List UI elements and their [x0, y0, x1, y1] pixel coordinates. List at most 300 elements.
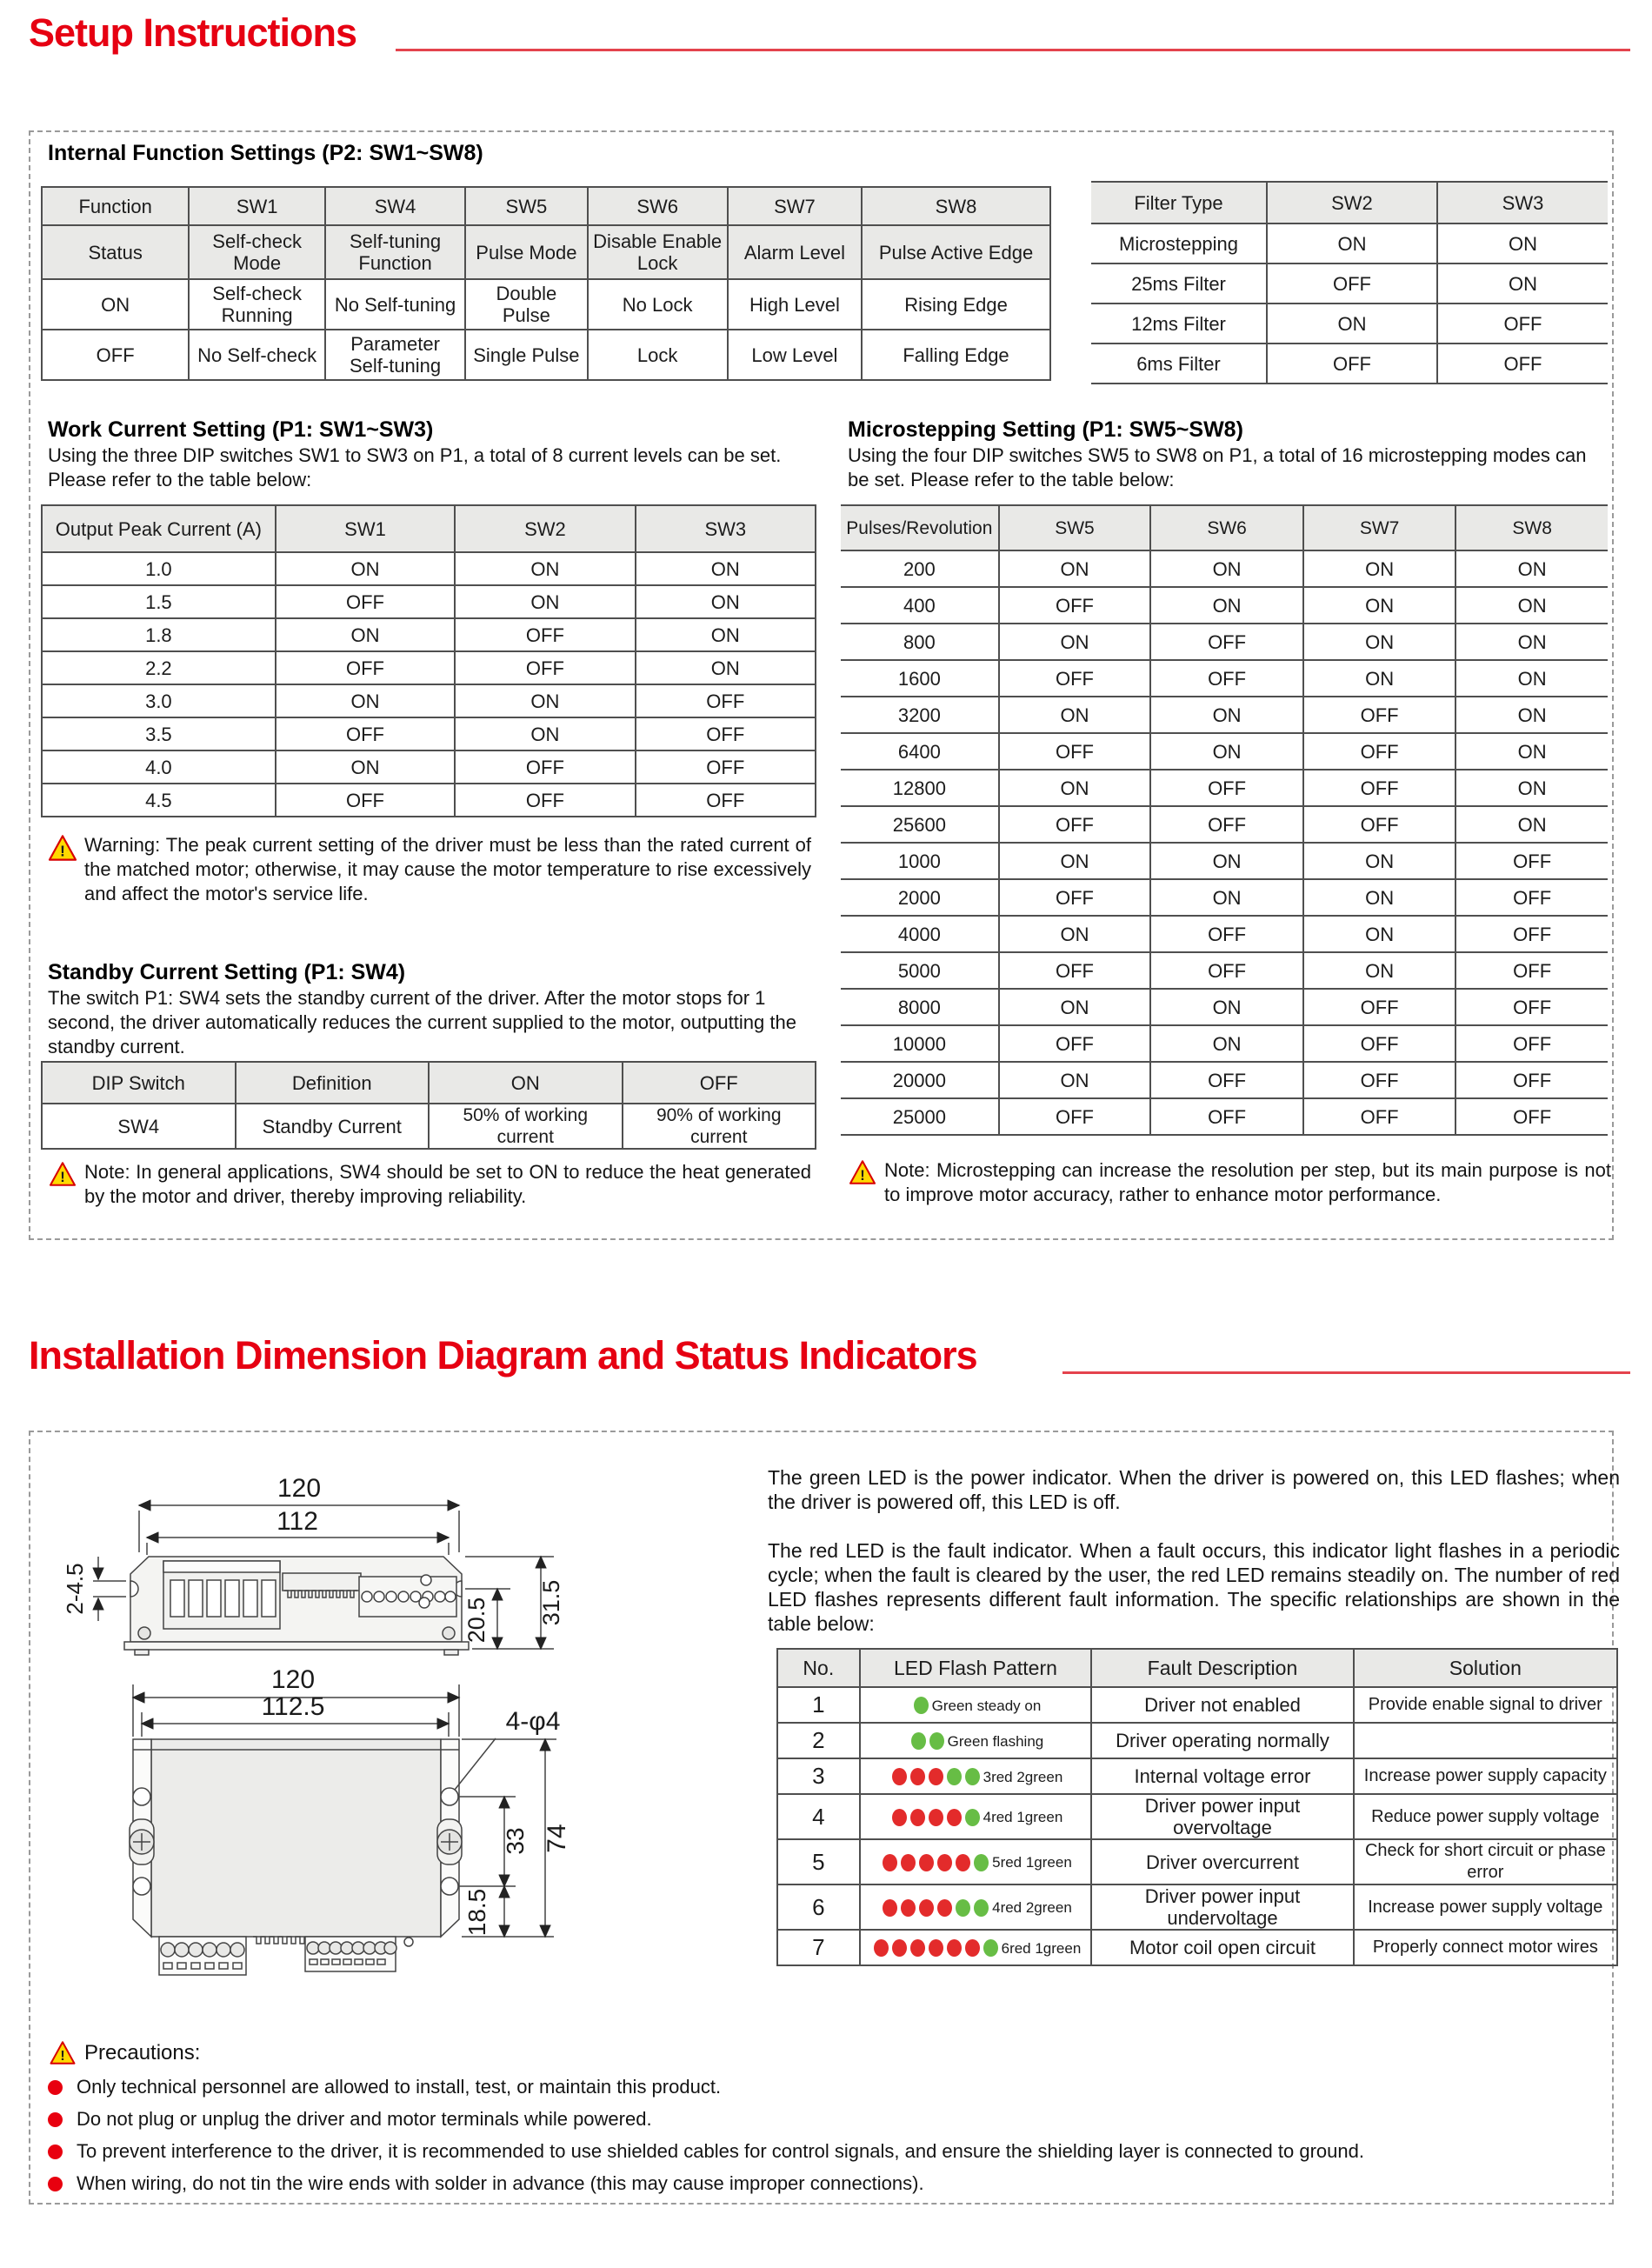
microstep-cell: ON: [1303, 879, 1456, 916]
microstep-cell: OFF: [999, 1098, 1151, 1135]
microstep-cell: ON: [1455, 624, 1608, 660]
function-on-cell: High Level: [728, 279, 862, 330]
column-header: OFF: [623, 1062, 816, 1104]
red-led-dot-icon: [910, 1768, 925, 1785]
row-number: 1: [777, 1687, 860, 1723]
warning-text: Warning: The peak current setting of the driver must be less than the rated current of the matched motor; otherwise, it may cause the motor temperature to rise excessively and affect the motor's service life.: [84, 834, 811, 904]
column-header: SW3: [636, 505, 816, 552]
microstepping-intro: Using the four DIP switches SW5 to SW8 on P1, a total of 16 microstepping modes can be set. Please refer to the table below:: [848, 444, 1587, 490]
standby-table: [41, 1061, 816, 1150]
svg-text:!: !: [60, 2049, 65, 2065]
green-led-dot-icon: [983, 1939, 998, 1957]
current-cell: 1.5: [42, 585, 276, 618]
microstep-cell: 8000: [841, 989, 999, 1025]
microstep-cell: 6400: [841, 733, 999, 770]
warning-icon: [848, 1160, 877, 1184]
microstep-cell: ON: [1303, 952, 1456, 989]
precaution-item: [48, 2140, 1364, 2163]
microstep-cell: ON: [1303, 843, 1456, 879]
column-header: Output Peak Current (A): [42, 505, 276, 552]
green-led-dot-icon: [974, 1854, 989, 1871]
red-led-dot-icon: [929, 1768, 943, 1785]
column-header: Definition: [236, 1062, 430, 1104]
current-cell: OFF: [276, 784, 455, 817]
internal-function-heading: Internal Function Settings (P2: SW1~SW8): [48, 141, 483, 165]
precaution-text: Do not plug or unplug the driver and motor terminals while powered.: [77, 2108, 652, 2130]
led-pattern-label: 6red 1green: [1001, 1939, 1082, 1957]
red-led-dot-icon: [883, 1899, 897, 1917]
status-cell: Alarm Level: [728, 225, 862, 279]
work-current-intro: Using the three DIP switches SW1 to SW3 on P1, a total of 8 current levels can be set. Please refer to the table below:: [48, 444, 782, 490]
current-cell: 1.8: [42, 618, 276, 651]
function-off-cell: Single Pulse: [465, 330, 587, 380]
microstep-cell: ON: [1150, 989, 1303, 1025]
microstep-cell: 10000: [841, 1025, 999, 1062]
current-cell: ON: [636, 651, 816, 684]
column-header: DIP Switch: [42, 1062, 236, 1104]
microstep-cell: ON: [999, 989, 1151, 1025]
standby-cell: 50% of working current: [429, 1104, 623, 1149]
title-rule: [396, 49, 1630, 51]
green-led-dot-icon: [929, 1732, 944, 1750]
red-bullet-icon: [48, 2177, 63, 2191]
microstep-cell: OFF: [999, 806, 1151, 843]
standby-note: [48, 1160, 811, 1209]
current-cell: 3.0: [42, 684, 276, 717]
current-cell: OFF: [636, 717, 816, 750]
precaution-item: [48, 2108, 652, 2131]
column-header: SW5: [465, 187, 587, 225]
column-header: SW8: [862, 187, 1050, 225]
led-pattern-cell: [860, 1930, 1092, 1965]
column-header: SW1: [276, 505, 455, 552]
work-current-heading: Work Current Setting (P1: SW1~SW3): [48, 417, 434, 442]
column-header: Fault Description: [1091, 1649, 1353, 1687]
green-led-dot-icon: [914, 1697, 929, 1714]
solution-text: Provide enable signal to driver: [1354, 1687, 1617, 1723]
red-led-dot-icon: [929, 1939, 943, 1957]
current-cell: OFF: [276, 717, 455, 750]
column-header: SW1: [189, 187, 325, 225]
warning-icon: [48, 2041, 77, 2065]
current-cell: 2.2: [42, 651, 276, 684]
row-number: 7: [777, 1930, 860, 1965]
microstep-cell: OFF: [1455, 989, 1608, 1025]
dim-label: 112.5: [261, 1692, 325, 1721]
microstep-cell: OFF: [1455, 1062, 1608, 1098]
red-led-dot-icon: [883, 1854, 897, 1871]
microstep-cell: OFF: [1150, 952, 1303, 989]
standby-heading: Standby Current Setting (P1: SW4): [48, 960, 406, 984]
led-pattern-label: Green flashing: [947, 1732, 1044, 1750]
microstep-cell: ON: [999, 916, 1151, 952]
microstep-cell: 12800: [841, 770, 999, 806]
microstepping-heading: Microstepping Setting (P1: SW5~SW8): [848, 417, 1243, 442]
filter-cell: OFF: [1437, 344, 1608, 384]
microstep-cell: OFF: [999, 879, 1151, 916]
led-pattern-cell: [860, 1687, 1092, 1723]
microstep-cell: OFF: [1303, 806, 1456, 843]
current-cell: 4.5: [42, 784, 276, 817]
green-led-dot-icon: [911, 1732, 926, 1750]
precautions-header: [48, 2039, 200, 2065]
current-cell: OFF: [455, 750, 635, 784]
status-cell: Pulse Active Edge: [862, 225, 1050, 279]
microstep-cell: ON: [1303, 660, 1456, 697]
red-led-dot-icon: [947, 1809, 962, 1826]
microstep-cell: OFF: [999, 660, 1151, 697]
microstep-cell: ON: [1303, 916, 1456, 952]
current-cell: 1.0: [42, 552, 276, 585]
microstep-cell: OFF: [1150, 1062, 1303, 1098]
microstep-cell: 3200: [841, 697, 999, 733]
solution-text: Reduce power supply voltage: [1354, 1794, 1617, 1839]
microstep-cell: ON: [1150, 587, 1303, 624]
red-led-dot-icon: [892, 1809, 907, 1826]
microstep-cell: OFF: [1150, 806, 1303, 843]
led-pattern-cell: [860, 1839, 1092, 1884]
filter-cell: 6ms Filter: [1091, 344, 1267, 384]
row-number: 3: [777, 1758, 860, 1794]
microstep-cell: ON: [1455, 660, 1608, 697]
current-cell: OFF: [455, 651, 635, 684]
standby-intro: The switch P1: SW4 sets the standby current of the driver. After the motor stops for 1 second, the driver automatically reduces the current supplied to the motor, outputting the standby current.: [48, 987, 796, 1057]
red-led-dot-icon: [947, 1939, 962, 1957]
microstep-cell: OFF: [1150, 916, 1303, 952]
solution-text: Check for short circuit or phase error: [1354, 1839, 1617, 1884]
microstep-cell: OFF: [1303, 989, 1456, 1025]
column-header: Function: [42, 187, 189, 225]
column-header: SW3: [1437, 182, 1608, 223]
led-pattern-label: 3red 2green: [983, 1768, 1063, 1785]
microstep-cell: OFF: [1150, 1098, 1303, 1135]
red-bullet-icon: [48, 2080, 63, 2095]
filter-table: [1091, 181, 1608, 384]
red-led-dot-icon: [929, 1809, 943, 1826]
precaution-item: [48, 2076, 721, 2098]
standby-cell: Standby Current: [236, 1104, 430, 1149]
microstep-cell: 20000: [841, 1062, 999, 1098]
microstep-cell: OFF: [1150, 660, 1303, 697]
column-header: SW7: [1303, 505, 1456, 550]
green-led-dot-icon: [947, 1768, 962, 1785]
red-led-dot-icon: [910, 1809, 925, 1826]
led-pattern-label: 4red 2green: [992, 1899, 1072, 1917]
microstep-cell: ON: [1150, 1025, 1303, 1062]
warning-icon: [48, 835, 77, 861]
green-led-paragraph: The green LED is the power indicator. When the driver is powered on, this LED flashes; when the driver is powered off, this LED is off.: [768, 1466, 1620, 1513]
red-led-dot-icon: [901, 1854, 916, 1871]
dim-label: 112: [276, 1507, 318, 1536]
dim-label: 74: [543, 1824, 571, 1853]
red-bullet-icon: [48, 2112, 63, 2127]
solution-text: Properly connect motor wires: [1354, 1930, 1617, 1965]
current-cell: ON: [455, 552, 635, 585]
column-header: Pulses/Revolution: [841, 505, 999, 550]
solution-text: [1354, 1723, 1617, 1758]
microstep-cell: OFF: [1303, 1098, 1456, 1135]
current-cell: ON: [455, 684, 635, 717]
filter-cell: Microstepping: [1091, 223, 1267, 263]
precaution-text: Only technical personnel are allowed to install, test, or maintain this product.: [77, 2076, 722, 2098]
microstep-cell: ON: [999, 1062, 1151, 1098]
microstep-cell: ON: [1150, 843, 1303, 879]
microstep-cell: ON: [999, 624, 1151, 660]
column-header: SW6: [1150, 505, 1303, 550]
microstep-cell: 200: [841, 550, 999, 587]
function-on-cell: ON: [42, 279, 189, 330]
dim-label: 20.5: [463, 1597, 490, 1644]
status-cell: Disable Enable Lock: [588, 225, 728, 279]
note-text: Note: In general applications, SW4 should be set to ON to reduce the heat generated by the motor and driver, thereby improving reliability.: [84, 1161, 811, 1207]
current-cell: OFF: [276, 585, 455, 618]
red-led-dot-icon: [919, 1854, 934, 1871]
row-number: 2: [777, 1723, 860, 1758]
current-cell: OFF: [455, 618, 635, 651]
row-number: 5: [777, 1839, 860, 1884]
status-cell: Status: [42, 225, 189, 279]
function-on-cell: Double Pulse: [465, 279, 587, 330]
status-cell: Self-check Mode: [189, 225, 325, 279]
microstepping-note: [848, 1158, 1611, 1207]
installation-section-box: [29, 1431, 1620, 2205]
microstep-cell: ON: [1150, 733, 1303, 770]
current-cell: ON: [276, 684, 455, 717]
fault-description: Driver overcurrent: [1091, 1839, 1353, 1884]
column-header: SW8: [1455, 505, 1608, 550]
current-cell: 4.0: [42, 750, 276, 784]
dim-label: 18.5: [463, 1888, 490, 1937]
dim-label: 120: [276, 1474, 322, 1503]
terminal-block-icon: [305, 1937, 396, 1971]
solution-text: Increase power supply voltage: [1354, 1884, 1617, 1930]
precautions-title: Precautions:: [84, 2041, 201, 2065]
standby-cell: SW4: [42, 1104, 236, 1149]
led-pattern-cell: [860, 1723, 1092, 1758]
current-cell: OFF: [636, 684, 816, 717]
current-cell: OFF: [636, 784, 816, 817]
current-cell: 3.5: [42, 717, 276, 750]
filter-cell: ON: [1267, 304, 1437, 344]
microstep-cell: OFF: [999, 952, 1151, 989]
function-off-cell: Parameter Self-tuning: [325, 330, 465, 380]
page-title: Setup Instructions: [29, 10, 357, 55]
red-led-dot-icon: [965, 1939, 980, 1957]
column-header: SW6: [588, 187, 728, 225]
current-cell: ON: [455, 585, 635, 618]
row-number: 4: [777, 1794, 860, 1839]
green-led-dot-icon: [965, 1809, 980, 1826]
filter-cell: OFF: [1267, 263, 1437, 304]
function-off-cell: OFF: [42, 330, 189, 380]
microstep-cell: 1000: [841, 843, 999, 879]
red-bullet-icon: [48, 2145, 63, 2159]
microstep-cell: ON: [999, 697, 1151, 733]
microstep-cell: 1600: [841, 660, 999, 697]
red-led-dot-icon: [956, 1854, 970, 1871]
red-led-dot-icon: [901, 1899, 916, 1917]
green-led-dot-icon: [956, 1899, 970, 1917]
microstep-cell: OFF: [1303, 1025, 1456, 1062]
screw-icon: [130, 1819, 154, 1864]
microstep-cell: OFF: [1303, 697, 1456, 733]
microstep-cell: OFF: [999, 733, 1151, 770]
microstep-cell: OFF: [1455, 843, 1608, 879]
filter-cell: OFF: [1267, 344, 1437, 384]
red-led-dot-icon: [937, 1899, 952, 1917]
section2-title: Installation Dimension Diagram and Status Indicators: [29, 1333, 977, 1377]
led-pattern-label: 4red 1green: [983, 1809, 1063, 1826]
column-header: SW2: [455, 505, 635, 552]
microstep-cell: 5000: [841, 952, 999, 989]
column-header: Filter Type: [1091, 182, 1267, 223]
setup-section-box: [29, 130, 1614, 1240]
microstep-cell: ON: [999, 770, 1151, 806]
status-cell: Self-tuning Function: [325, 225, 465, 279]
current-cell: ON: [276, 750, 455, 784]
function-off-cell: Falling Edge: [862, 330, 1050, 380]
microstep-cell: OFF: [1150, 624, 1303, 660]
red-led-dot-icon: [892, 1939, 907, 1957]
dim-label: 31.5: [538, 1579, 564, 1626]
led-pattern-cell: [860, 1884, 1092, 1930]
solution-text: Increase power supply capacity: [1354, 1758, 1617, 1794]
function-on-cell: No Lock: [588, 279, 728, 330]
dimension-diagram: [57, 1450, 752, 2058]
dim-label: 2-4.5: [62, 1563, 88, 1615]
fault-description: Driver power input overvoltage: [1091, 1794, 1353, 1839]
red-led-dot-icon: [937, 1854, 952, 1871]
microstep-cell: ON: [1150, 879, 1303, 916]
dim-label: 4-φ4: [505, 1707, 561, 1736]
function-on-cell: Rising Edge: [862, 279, 1050, 330]
dim-label: 120: [270, 1665, 316, 1694]
current-cell: ON: [636, 552, 816, 585]
precaution-item: [48, 2172, 924, 2195]
standby-cell: 90% of working current: [623, 1104, 816, 1149]
microstep-cell: 25600: [841, 806, 999, 843]
precaution-text: When wiring, do not tin the wire ends with solder in advance (this may cause improper connections).: [77, 2172, 924, 2194]
function-off-cell: Lock: [588, 330, 728, 380]
function-on-cell: Self-check Running: [189, 279, 325, 330]
precaution-text: To prevent interference to the driver, it is recommended to use shielded cables for control signals, and ensure the shielding layer is connected to ground.: [77, 2140, 1364, 2162]
note-text: Note: Microstepping can increase the resolution per step, but its main purpose is not to improve motor accuracy, rather to enhance motor performance.: [884, 1159, 1611, 1205]
microstep-cell: ON: [1455, 587, 1608, 624]
fault-description: Internal voltage error: [1091, 1758, 1353, 1794]
microstep-cell: OFF: [1455, 1025, 1608, 1062]
screw-icon: [437, 1819, 462, 1864]
function-off-cell: Low Level: [728, 330, 862, 380]
microstep-cell: OFF: [1150, 770, 1303, 806]
column-header: No.: [777, 1649, 860, 1687]
driver-front-view: [130, 1684, 556, 1975]
microstep-cell: 4000: [841, 916, 999, 952]
filter-cell: ON: [1267, 223, 1437, 263]
function-off-cell: No Self-check: [189, 330, 325, 380]
led-pattern-cell: [860, 1758, 1092, 1794]
column-header: SW7: [728, 187, 862, 225]
svg-text:!: !: [60, 1168, 65, 1185]
current-cell: ON: [276, 552, 455, 585]
microstep-cell: 400: [841, 587, 999, 624]
microstep-cell: ON: [1455, 550, 1608, 587]
current-cell: OFF: [455, 784, 635, 817]
red-led-dot-icon: [892, 1768, 907, 1785]
microstep-cell: OFF: [1303, 733, 1456, 770]
current-cell: OFF: [276, 651, 455, 684]
led-pattern-cell: [860, 1794, 1092, 1839]
filter-cell: OFF: [1437, 304, 1608, 344]
svg-text:!: !: [860, 1166, 865, 1184]
fault-description: Driver not enabled: [1091, 1687, 1353, 1723]
fault-description: Motor coil open circuit: [1091, 1930, 1353, 1965]
microstep-cell: OFF: [999, 587, 1151, 624]
fault-description: Driver power input undervoltage: [1091, 1884, 1353, 1930]
current-cell: ON: [636, 618, 816, 651]
svg-text:!: !: [60, 842, 65, 860]
microstep-cell: ON: [1455, 697, 1608, 733]
title-rule: [1062, 1371, 1630, 1374]
dim-label: 33: [502, 1827, 529, 1855]
led-pattern-label: Green steady on: [931, 1697, 1042, 1714]
current-cell: OFF: [636, 750, 816, 784]
filter-cell: ON: [1437, 263, 1608, 304]
microstep-cell: 2000: [841, 879, 999, 916]
current-cell: ON: [455, 717, 635, 750]
current-cell: ON: [636, 585, 816, 618]
column-header: SW4: [325, 187, 465, 225]
microstep-cell: OFF: [1303, 770, 1456, 806]
column-header: ON: [429, 1062, 623, 1104]
current-cell: ON: [276, 618, 455, 651]
row-number: 6: [777, 1884, 860, 1930]
microstep-cell: OFF: [1455, 1098, 1608, 1135]
function-on-cell: No Self-tuning: [325, 279, 465, 330]
microstep-cell: OFF: [1455, 916, 1608, 952]
microstep-cell: ON: [999, 843, 1151, 879]
work-current-table: [41, 504, 816, 817]
microstep-cell: 25000: [841, 1098, 999, 1135]
terminal-row-icon: [359, 1577, 456, 1617]
column-header: SW2: [1267, 182, 1437, 223]
microstep-cell: ON: [1455, 733, 1608, 770]
microstep-cell: OFF: [1455, 952, 1608, 989]
microstep-cell: ON: [1150, 550, 1303, 587]
led-fault-table: [776, 1648, 1618, 1966]
microstepping-table: [841, 504, 1608, 1136]
internal-function-table: [41, 186, 1051, 381]
microstep-cell: ON: [1303, 587, 1456, 624]
green-led-dot-icon: [974, 1899, 989, 1917]
microstep-cell: OFF: [1455, 879, 1608, 916]
microstep-cell: ON: [1303, 624, 1456, 660]
microstep-cell: OFF: [999, 1025, 1151, 1062]
microstep-cell: ON: [999, 550, 1151, 587]
filter-cell: 12ms Filter: [1091, 304, 1267, 344]
fault-description: Driver operating normally: [1091, 1723, 1353, 1758]
column-header: LED Flash Pattern: [860, 1649, 1092, 1687]
microstep-cell: ON: [1455, 806, 1608, 843]
microstep-cell: 800: [841, 624, 999, 660]
warning-icon: [48, 1162, 77, 1186]
microstep-cell: OFF: [1303, 1062, 1456, 1098]
red-led-dot-icon: [919, 1899, 934, 1917]
terminal-block-icon: [159, 1937, 246, 1975]
led-pattern-label: 5red 1green: [992, 1854, 1072, 1871]
green-led-dot-icon: [965, 1768, 980, 1785]
red-led-dot-icon: [910, 1939, 925, 1957]
microstep-cell: ON: [1455, 770, 1608, 806]
